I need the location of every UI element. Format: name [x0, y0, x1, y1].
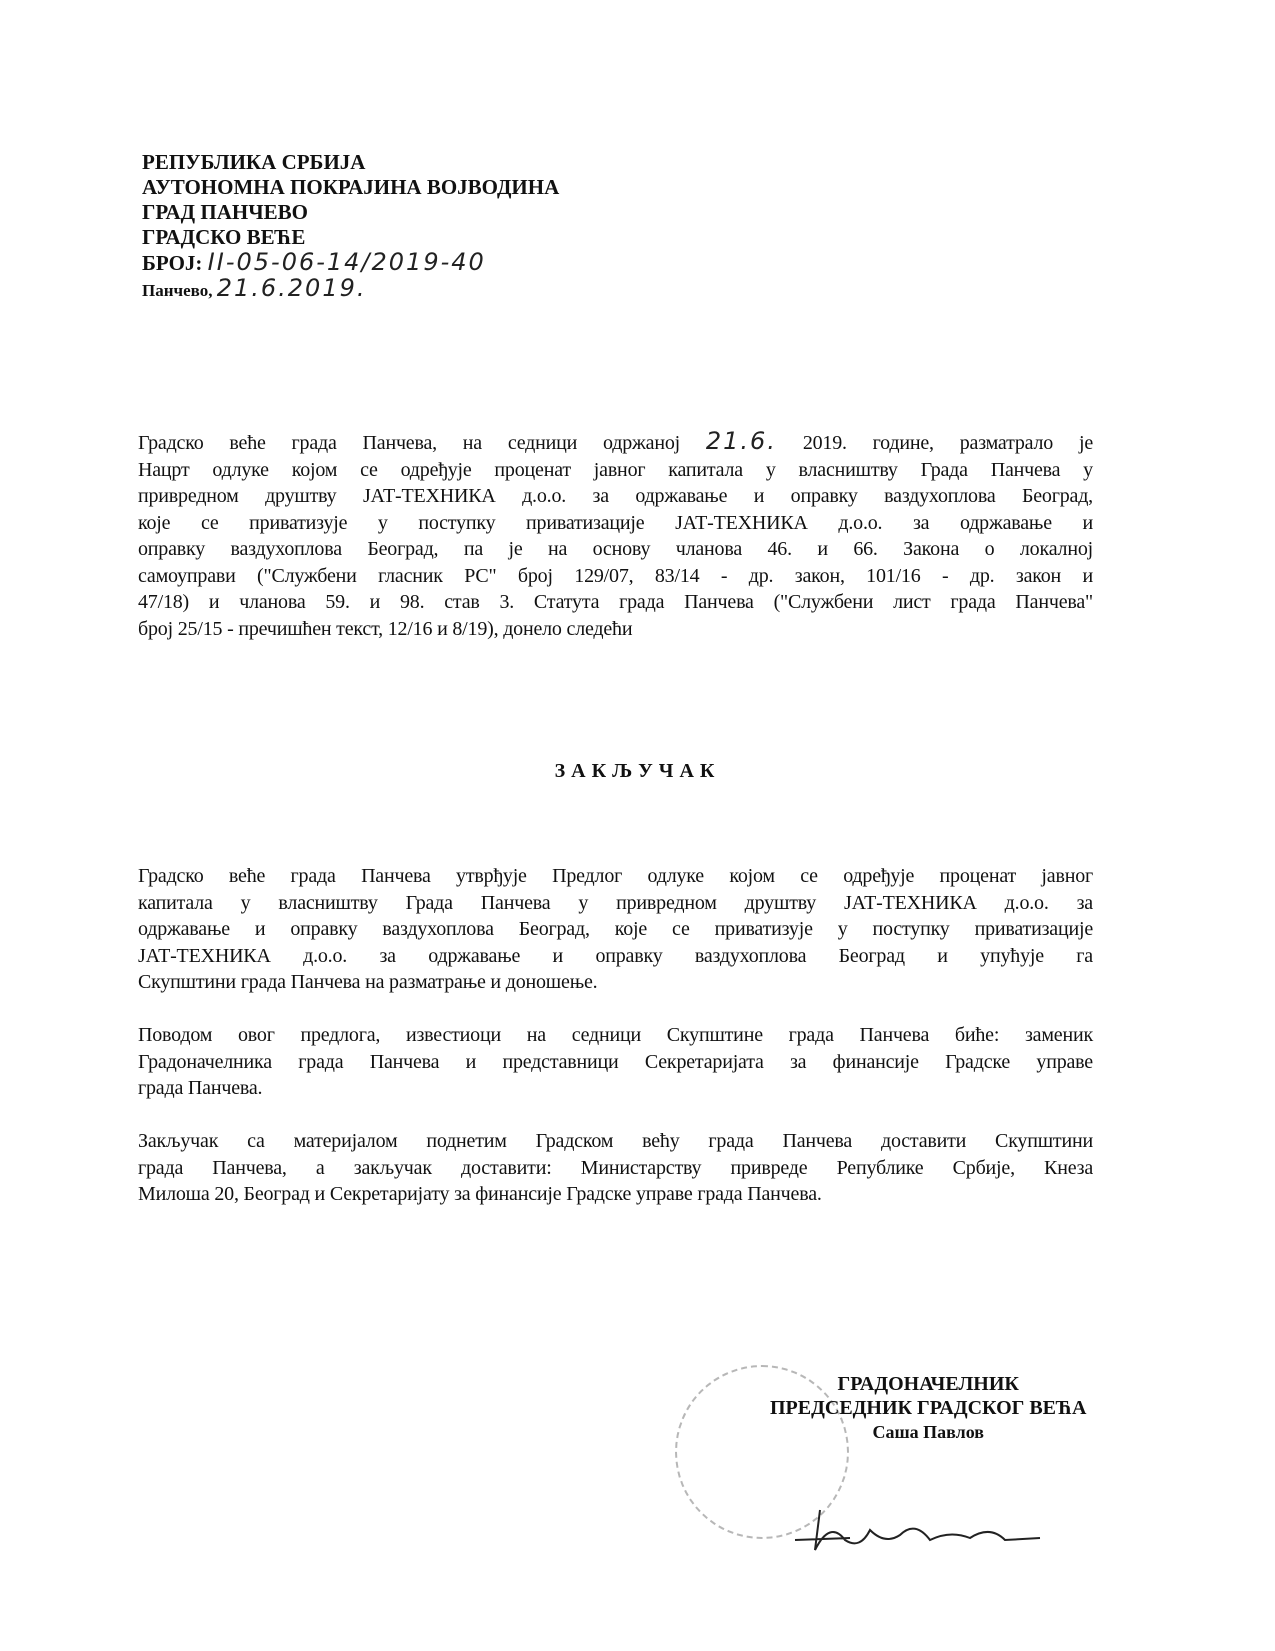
- paragraph-preamble: [138, 428, 1093, 642]
- paragraph-delivery: [138, 1128, 1093, 1208]
- text-line: града Панчева.: [138, 1077, 263, 1099]
- text-line: Закључак са материјалом поднетим Градском већу града Панчева доставити Скупштини: [138, 1130, 1093, 1152]
- session-date-handwritten: 21.6.: [705, 427, 777, 455]
- text-line: капитала у власништву Града Панчева у привредном друштву ЈАТ-ТЕХНИКА д.о.о. за: [138, 891, 1093, 914]
- handwritten-signature: [790, 1500, 1050, 1560]
- text: Градско веће града Панчева, на седници одржаној: [138, 432, 680, 454]
- text-line: које се приватизује у поступку приватизације ЈАТ-ТЕХНИКА д.о.о. за одржавање и: [138, 511, 1093, 534]
- text-line: привредном друштву ЈАТ-ТЕХНИКА д.о.о. за одржавање и оправку ваздухоплова Београд,: [138, 485, 1093, 507]
- text-line: Поводом овог предлога, известиоци на седници Скупштине града Панчева биће: заменик: [138, 1024, 1093, 1046]
- signatory-name: Саша Павлов: [872, 1422, 985, 1442]
- text-line: Градоначелника града Панчева и представници Секретаријата за финансије Градске управе: [138, 1050, 1093, 1073]
- text-line: одржавање и оправку ваздухоплова Београд, које се приватизује у поступку приватизације: [138, 918, 1093, 940]
- text-line: града Панчева, а закључак доставити: Министарству привреде Републике Србије, Кнеза: [138, 1156, 1093, 1179]
- header-line: АУТОНОМНА ПОКРАЈИНА ВОЈВОДИНА: [142, 175, 560, 199]
- text-line: [138, 428, 1093, 457]
- reference-number: [142, 250, 559, 276]
- text-line: Скупштини града Панчева на разматрање и доношење.: [138, 971, 598, 993]
- header-line: РЕПУБЛИКА СРБИЈА: [142, 150, 366, 174]
- header-line: ГРАДСКО ВЕЋЕ: [142, 225, 306, 249]
- text-line: оправку ваздухоплова Београд, па је на основу чланова 46. и 66. Закона о локалној: [138, 538, 1093, 560]
- document-title: ЗАКЉУЧАК: [554, 760, 721, 782]
- signatory-title: ПРЕДСЕДНИК ГРАДСКОГ ВЕЋА: [770, 1397, 1087, 1419]
- header-line: ГРАД ПАНЧЕВО: [142, 200, 308, 224]
- paragraph-conclusion: [138, 863, 1093, 996]
- text-line: број 25/15 - пречишћен текст, 12/16 и 8/19), донело следећи: [138, 617, 633, 640]
- paragraph-rapporteurs: [138, 1022, 1093, 1102]
- text-line: 47/18) и чланова 59. и 98. став 3. Статута града Панчева ("Службени лист града Панчева": [138, 591, 1093, 613]
- text-line: Милоша 20, Београд и Секретаријату за финансије Градске управе града Панчева.: [138, 1183, 822, 1205]
- number-label: БРОЈ:: [142, 251, 203, 275]
- signatory-title: ГРАДОНАЧЕЛНИК: [837, 1373, 1019, 1395]
- text-line: ЈАТ-ТЕХНИКА д.о.о. за одржавање и оправку ваздухоплова Београд и упућује га: [138, 944, 1093, 967]
- text: 2019. године, разматрало је: [802, 432, 1094, 454]
- place-label: Панчево,: [142, 281, 213, 300]
- text-line: Нацрт одлуке којом се одређује проценат јавног капитала у власништву Града Панчева у: [138, 458, 1093, 481]
- place-date: [142, 276, 559, 303]
- document-header: [142, 150, 559, 303]
- text-line: Градско веће града Панчева утврђује Предлог одлуке којом се одређује проценат јавног: [138, 865, 1093, 887]
- date-handwritten: 21.6.2019.: [216, 274, 367, 302]
- text-line: самоуправи ("Службени гласник РС" број 129/07, 83/14 - др. закон, 101/16 - др. закон и: [138, 564, 1093, 587]
- number-handwritten: II-05-06-14/2019-40: [207, 248, 486, 276]
- signature-block: [770, 1372, 1086, 1444]
